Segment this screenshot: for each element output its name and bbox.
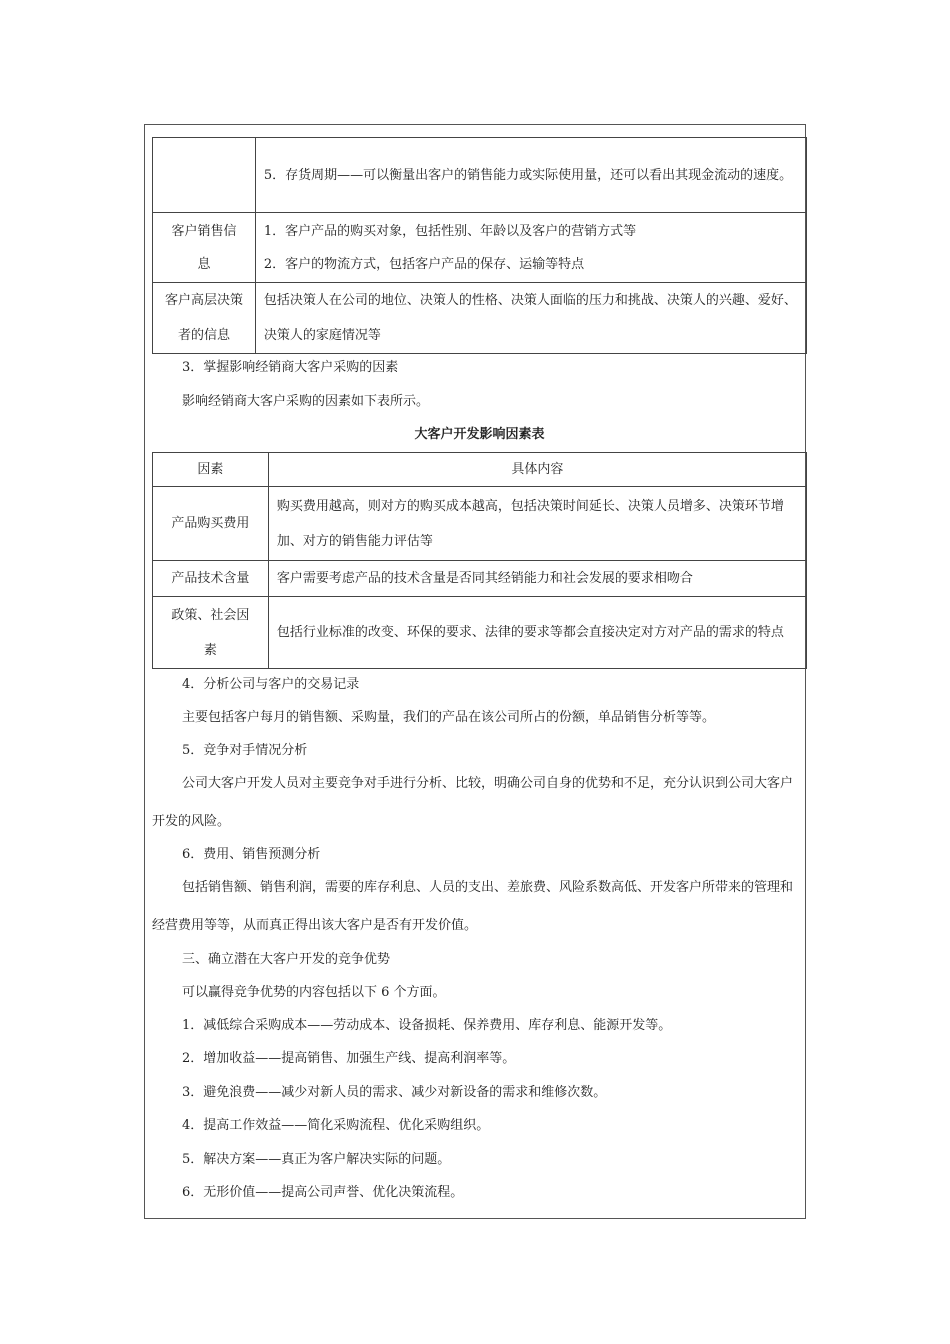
factor-intro: 影响经销商大客户采购的因素如下表所示。 bbox=[182, 394, 430, 409]
row-content: 5．存货周期——可以衡量出客户的销售能力或实际使用量，还可以看出其现金流动的速度。 bbox=[255, 138, 806, 213]
row-content bbox=[255, 213, 806, 283]
list-item: 3．避免浪费——减少对新人员的需求、减少对新设备的需求和维修次数。 bbox=[182, 1085, 607, 1100]
row-label: 客户销售信息 bbox=[153, 213, 256, 283]
factor-cell: 产品购买费用 bbox=[153, 487, 269, 561]
factor-cell: 政策、社会因素 bbox=[153, 597, 269, 669]
chapter-heading: 三、确立潜在大客户开发的竞争优势 bbox=[182, 952, 391, 967]
factor-cell: 产品技术含量 bbox=[153, 561, 269, 597]
row-label bbox=[153, 138, 256, 213]
factors-table bbox=[152, 452, 807, 669]
row-content: 包括决策人在公司的地位、决策人的性格、决策人面临的压力和挑战、决策人的兴趣、爱好、决策人的家庭情况等 bbox=[255, 283, 806, 354]
content-cell: 包括行业标准的改变、环保的要求、法律的要求等都会直接决定对方对产品的需求的特点 bbox=[268, 597, 806, 669]
column-header: 因素 bbox=[153, 453, 269, 487]
table-row bbox=[153, 487, 807, 561]
table-row bbox=[153, 213, 807, 283]
list-item: 1．减低综合采购成本——劳动成本、设备损耗、保养费用、库存利息、能源开发等。 bbox=[182, 1018, 672, 1033]
list-item: 6．无形价值——提高公司声誉、优化决策流程。 bbox=[182, 1185, 464, 1200]
content-cell: 购买费用越高，则对方的购买成本越高，包括决策时间延长、决策人员增多、决策环节增加、对方的销售能力评估等 bbox=[268, 487, 806, 561]
paragraph: 主要包括客户每月的销售额、采购量，我们的产品在该公司所占的份额，单品销售分析等等。 bbox=[182, 710, 716, 725]
customer-info-table bbox=[152, 137, 807, 354]
table-row bbox=[153, 283, 807, 354]
factor-heading: 3．掌握影响经销商大客户采购的因素 bbox=[182, 360, 399, 375]
table-row bbox=[153, 597, 807, 669]
table-row bbox=[153, 138, 807, 213]
section-heading: 6．费用、销售预测分析 bbox=[182, 847, 321, 862]
list-item: 2．增加收益——提高销售、加强生产线、提高利润率等。 bbox=[182, 1051, 516, 1066]
paragraph: 可以赢得竞争优势的内容包括以下 6 个方面。 bbox=[182, 985, 446, 1000]
content-line: 2．客户的物流方式，包括客户产品的保存、运输等特点 bbox=[263, 256, 585, 272]
paragraph: 包括销售额、销售利润，需要的库存利息、人员的支出、差旅费、风险系数高低、开发客户所带来的管理和经营费用等等，从而真正得出该大客户是否有开发价值。 bbox=[152, 880, 794, 933]
column-header: 具体内容 bbox=[268, 453, 806, 487]
table-title: 大客户开发影响因素表 bbox=[414, 427, 545, 442]
list-item: 4．提高工作效益——简化采购流程、优化采购组织。 bbox=[182, 1118, 490, 1133]
row-label: 客户高层决策者的信息 bbox=[153, 283, 256, 354]
content-cell: 客户需要考虑产品的技术含量是否同其经销能力和社会发展的要求相吻合 bbox=[268, 561, 806, 597]
section-heading: 5．竞争对手情况分析 bbox=[182, 743, 308, 758]
section-heading: 4．分析公司与客户的交易记录 bbox=[182, 677, 360, 692]
list-item: 5．解决方案——真正为客户解决实际的问题。 bbox=[182, 1152, 451, 1167]
table-row bbox=[153, 561, 807, 597]
table-header-row bbox=[153, 453, 807, 487]
content-line: 1．客户产品的购买对象，包括性别、年龄以及客户的营销方式等 bbox=[263, 223, 637, 239]
paragraph: 公司大客户开发人员对主要竞争对手进行分析、比较，明确公司自身的优势和不足，充分认识到公司大客户开发的风险。 bbox=[152, 776, 794, 829]
